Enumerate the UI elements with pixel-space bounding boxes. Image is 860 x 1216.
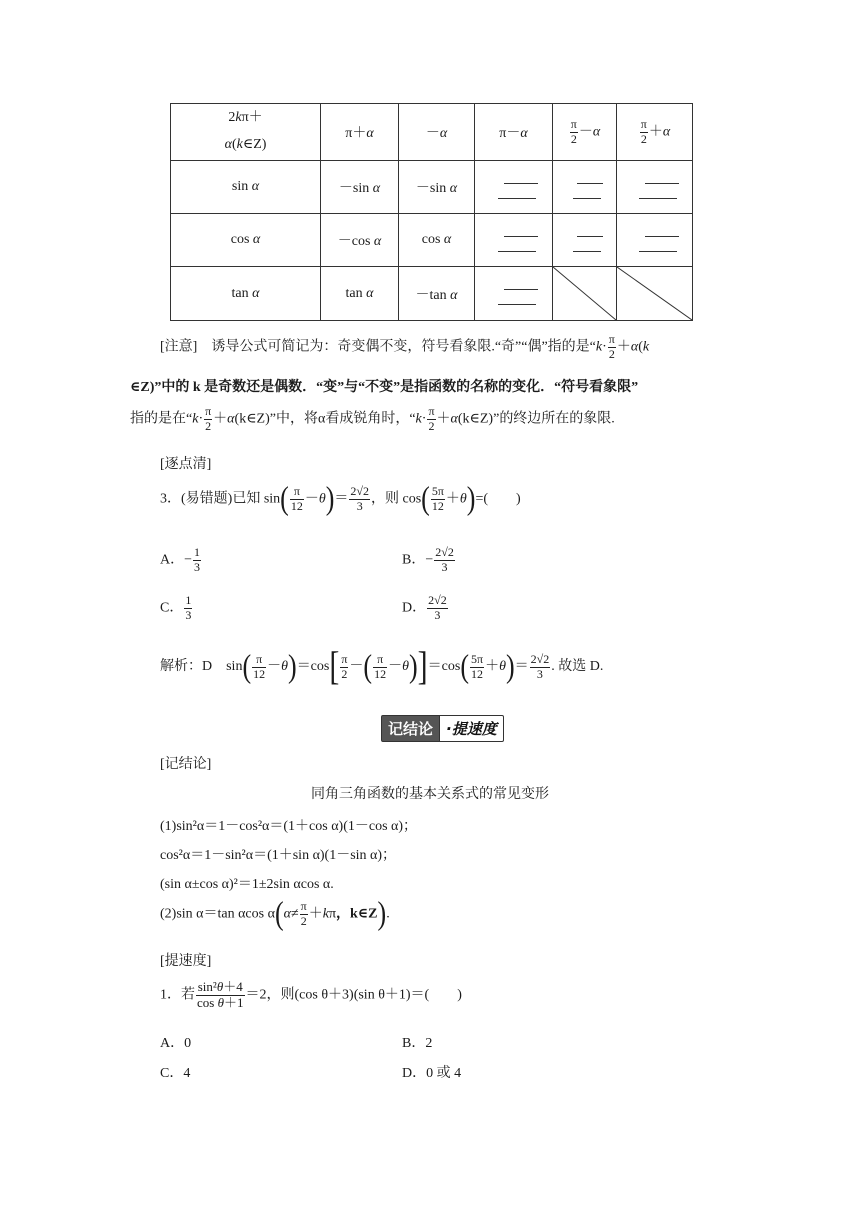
- table-cell: －tan α: [399, 267, 475, 321]
- blank-cell: [475, 161, 553, 214]
- blank-cell: [617, 214, 693, 267]
- header-cell: $\frac{\pi}{2}$ ＋α: [617, 104, 693, 161]
- solution: 解析：D sin( $\frac{\pi}{12}$ －θ)＝cos[ $\frac{\pi}{2}$ －( $\frac{\pi}{12}$ －θ)]＝cos( $\frac{5\pi}{12}$ ＋θ)＝ $\frac{2√2}{3}$ . 故选 D.: [160, 644, 604, 689]
- option-c[interactable]: C． $\frac{1}{3}$: [160, 593, 192, 622]
- conclusion-title: 同角三角函数的基本关系式的常见变形: [311, 786, 549, 802]
- option-d[interactable]: D．0 或 4: [402, 1066, 462, 1081]
- row-label: cos α: [171, 214, 321, 267]
- section-label-speedup: [提速度]: [160, 954, 212, 969]
- section-badge: 记结论 ·提速度: [381, 715, 504, 741]
- table-cell: cos α: [399, 214, 475, 267]
- option-b[interactable]: B．− $\frac{2√2}{3}$: [402, 545, 454, 574]
- note-line-2: ∈Z)”中的 k 是奇数还是偶数．“变”与“不变”是指函数的名称的变化．“符号看象限”: [130, 380, 639, 395]
- option-c[interactable]: C．4: [160, 1066, 191, 1081]
- option-d[interactable]: D． $\frac{2√2}{3}$: [402, 593, 447, 622]
- formula-2: cos²α＝1－sin²α＝(1＋sin α)(1－sin α)；: [160, 848, 397, 863]
- option-a[interactable]: A．0: [160, 1036, 192, 1051]
- question-3: 3．(易错题)已知 sin( $\frac{\pi}{12}$ －θ)＝ $\frac{2√2}{3}$ ，则 cos( $\frac{5\pi}{12}$ ＋θ)=( ): [160, 480, 521, 517]
- formula-1: (1)sin²α＝1－cos²α＝(1＋cos α)(1－cos α)；: [160, 819, 418, 834]
- section-label-practice: [逐点清]: [160, 457, 212, 472]
- blank-cell: [617, 161, 693, 214]
- section-label-conclusion: [记结论]: [160, 757, 212, 772]
- row-label: sin α: [171, 161, 321, 214]
- blank-cell: [475, 214, 553, 267]
- option-b[interactable]: B．2: [402, 1036, 433, 1051]
- header-cell: π－α: [475, 104, 553, 161]
- induction-formula-table: [170, 103, 693, 321]
- header-cell: π＋α: [321, 104, 399, 161]
- diagonal-cell: [553, 267, 617, 321]
- table-cell: tan α: [321, 267, 399, 321]
- blank-cell: [553, 214, 617, 267]
- option-a[interactable]: A．− $\frac{1}{3}$: [160, 545, 201, 574]
- table-cell: －cos α: [321, 214, 399, 267]
- table-cell: －sin α: [399, 161, 475, 214]
- diagonal-cell: [617, 267, 693, 321]
- row-label: tan α: [171, 267, 321, 321]
- note-line-1: [注意] 诱导公式可简记为：奇变偶不变，符号看象限.“奇”“偶”指的是“k· $\frac{\pi}{2}$ ＋α(k: [160, 332, 650, 361]
- question-1: 1．若 $\frac{\text{sin²θ＋4}}{\text{cos θ＋1}}$ ＝2，则(cos θ＋3)(sin θ＋1)＝( ): [160, 979, 462, 1010]
- blank-cell: [553, 161, 617, 214]
- table-cell: －sin α: [321, 161, 399, 214]
- formula-3: (sin α±cos α)²＝1±2sin αcos α.: [160, 877, 334, 892]
- blank-cell: [475, 267, 553, 321]
- note-line-3: 指的是在“k· $\frac{\pi}{2}$ ＋α(k∈Z)”中，将α看成锐角时，“k· $\frac{\pi}{2}$ ＋α(k∈Z)”的终边所在的象限.: [130, 404, 615, 433]
- header-cell: $\frac{\pi}{2}$ －α: [553, 104, 617, 161]
- header-cell: 2kπ＋ α(k∈Z): [171, 104, 321, 161]
- header-cell: －α: [399, 104, 475, 161]
- formula-4: (2)sin α＝tan αcos α(α≠ $\frac{\pi}{2}$ ＋kπ，k∈Z).: [160, 895, 390, 932]
